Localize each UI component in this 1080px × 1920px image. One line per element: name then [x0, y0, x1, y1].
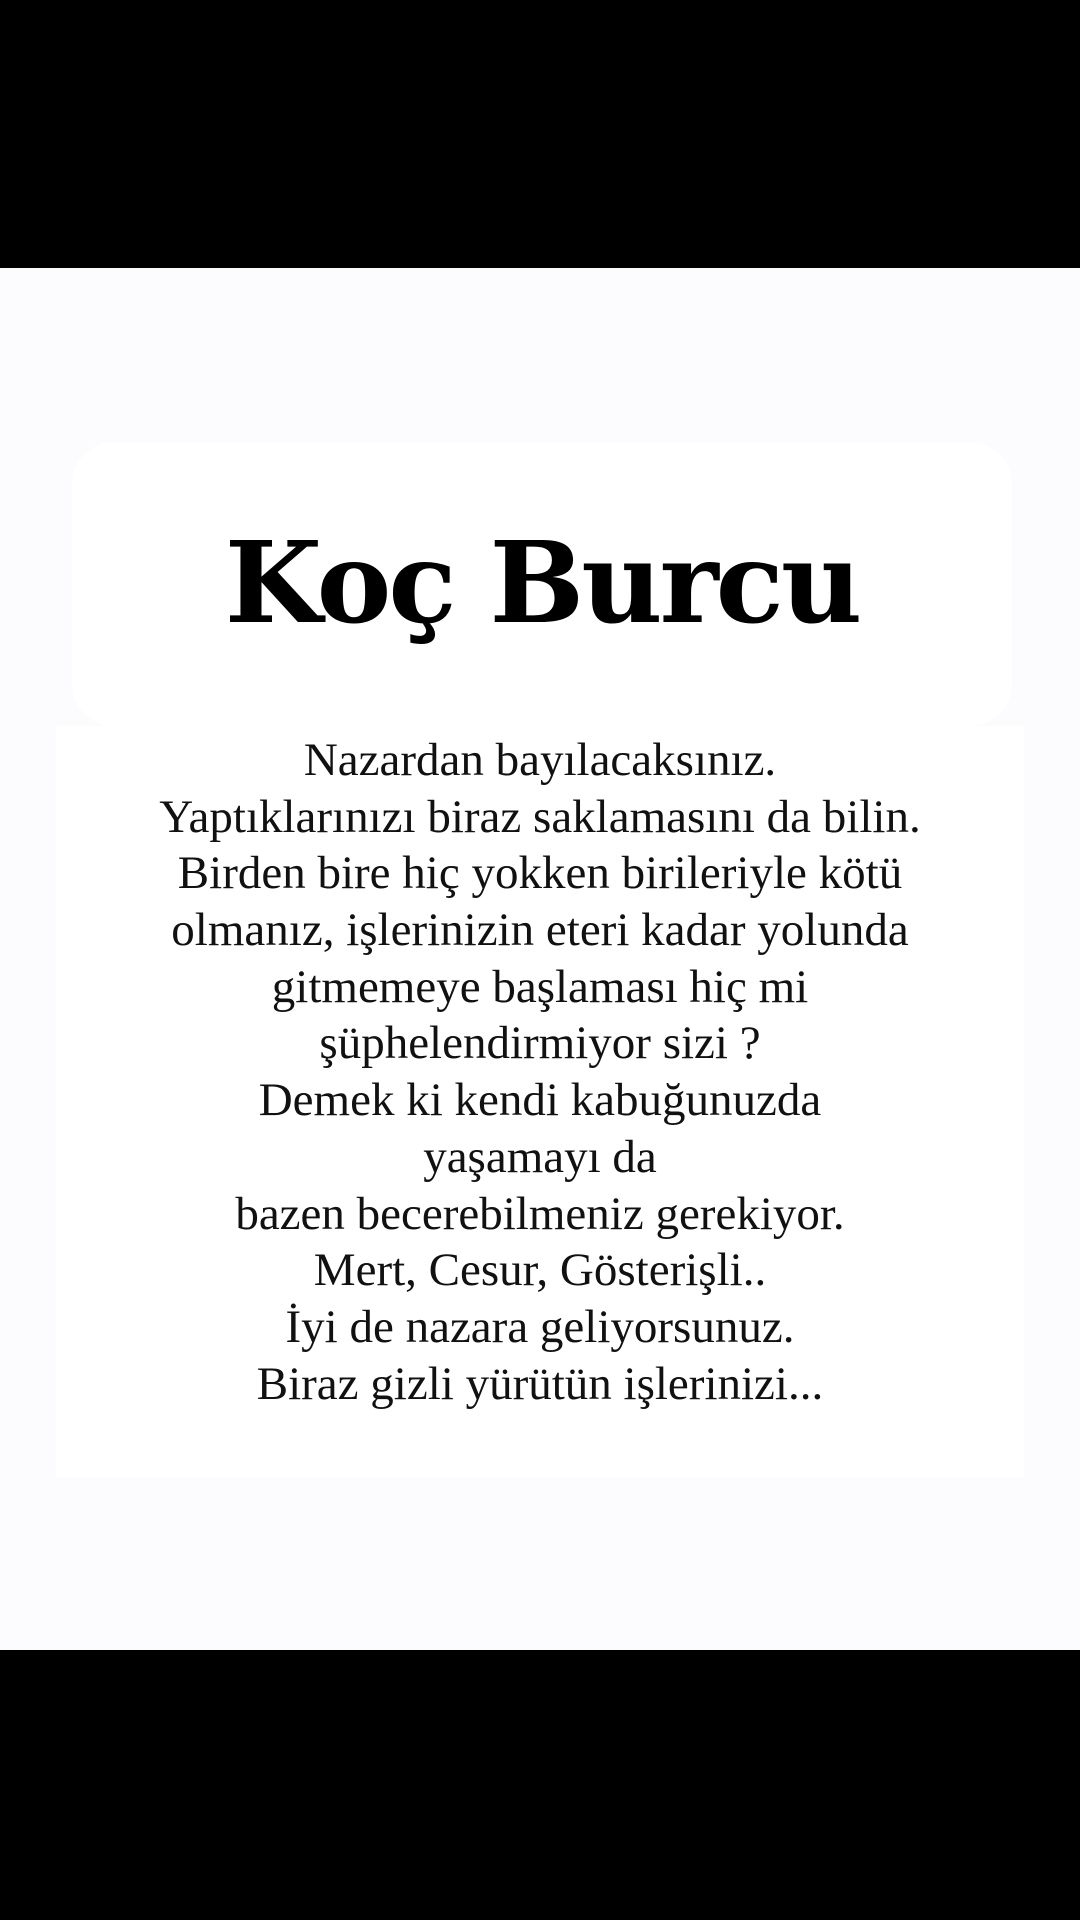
- text-line: Demek ki kendi kabuğunuzda: [258, 1074, 822, 1127]
- text-line: Biraz gizli yürütün işlerinizi...: [256, 1357, 824, 1410]
- text-line: Mert, Cesur, Gösterişli..: [313, 1244, 767, 1297]
- title-card: [72, 442, 1012, 726]
- text-line: Birden bire hiç yokken birileriyle kötü: [177, 847, 903, 900]
- body-card: [56, 726, 1024, 1478]
- top-letterbox-bar: [0, 0, 1080, 268]
- post-content: [0, 268, 1080, 1650]
- post-title: Koç Burcu: [224, 518, 860, 649]
- text-line: gitmemeye başlaması hiç mi: [271, 960, 809, 1013]
- text-line: bazen becerebilmeniz gerekiyor.: [235, 1187, 845, 1240]
- horoscope-text: [56, 732, 1024, 1412]
- text-line: Nazardan bayılacaksınız.: [303, 734, 777, 786]
- text-line: Yaptıklarınızı biraz saklamasını da bilin.: [159, 790, 921, 843]
- text-line: yaşamayı da: [423, 1130, 657, 1183]
- text-line: şüphelendirmiyor sizi ?: [319, 1017, 761, 1070]
- text-line: İyi de nazara geliyorsunuz.: [285, 1300, 795, 1353]
- bottom-letterbox-bar: [0, 1650, 1080, 1920]
- text-line: olmanız, işlerinizin eteri kadar yolunda: [171, 904, 909, 957]
